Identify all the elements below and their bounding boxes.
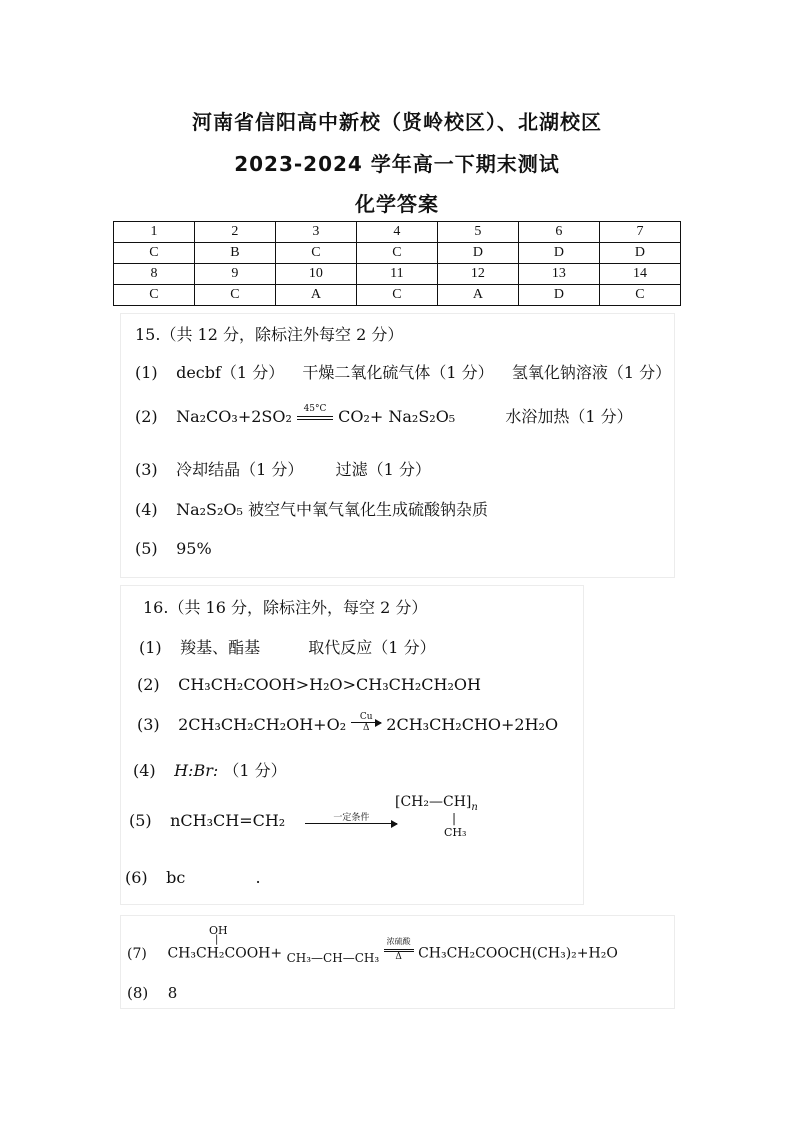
answer-table: [113, 221, 681, 306]
question-number-cell: 4: [356, 222, 437, 243]
answer-cell: D: [518, 285, 599, 306]
answer-cell: C: [356, 285, 437, 306]
q15-p1-answer-b: 干燥二氧化硫气体（1 分）: [302, 363, 494, 382]
question-number-cell: 2: [194, 222, 275, 243]
answer-cell: A: [275, 285, 356, 306]
question-number-cell: 9: [194, 264, 275, 285]
q16-p5-polymer: [395, 794, 478, 813]
answer-cell: D: [518, 243, 599, 264]
answer-cell: C: [194, 285, 275, 306]
q16-p7-alcohol: CH₃—CH—CH₃: [286, 950, 380, 965]
q16-p6-number: (6): [125, 868, 148, 887]
q16-p7-catalyst: 浓硫酸: [386, 937, 411, 946]
q16-p3-heat: Δ: [362, 723, 370, 733]
question-number-cell: 13: [518, 264, 599, 285]
answer-cell: D: [599, 243, 680, 264]
q16-heading: 16.（共 16 分，除标注外，每空 2 分）: [143, 598, 428, 617]
q16-p7-number: (7): [127, 945, 147, 962]
question-15-block: [120, 313, 675, 578]
school-title: 河南省信阳高中新校（贤岭校区）、北湖校区: [192, 110, 602, 134]
q15-p2-eq-left: Na₂CO₃+2SO₂: [176, 407, 292, 426]
q16-p3-eq-left: 2CH₃CH₂CH₂OH+O₂: [178, 715, 347, 734]
q16-p1-answer-a: 羧基、酯基: [180, 638, 261, 657]
q15-heading: 15.（共 12 分，除标注外每空 2 分）: [135, 325, 404, 344]
q16-part5: [129, 811, 397, 830]
q16-p4-number: (4): [133, 761, 156, 780]
q15-p3-number: (3): [135, 460, 158, 479]
answer-table-row: [114, 222, 681, 243]
answer-cell: C: [114, 243, 195, 264]
q15-p3-answer-a: 冷却结晶（1 分）: [176, 460, 304, 479]
question-number-cell: 11: [356, 264, 437, 285]
q16-p2-answer: CH₃CH₂COOH>H₂O>CH₃CH₂CH₂OH: [178, 675, 481, 694]
q16-part8: [127, 984, 177, 1002]
subject-title: 化学答案: [355, 192, 439, 216]
q15-p1-answer-c: 氢氧化钠溶液（1 分）: [511, 363, 672, 382]
q16-p5-polymer-chain: [CH₂—CH]: [395, 794, 472, 810]
q16-p7-acid: CH₃CH₂COOH+: [167, 945, 283, 962]
question-number-cell: 10: [275, 264, 356, 285]
q15-p2-number: (2): [135, 407, 158, 426]
q16-p5-condition-label: 一定条件: [333, 813, 370, 823]
q16-part6: [125, 868, 261, 887]
q16-p1-number: (1): [139, 638, 162, 657]
q16-p5-branch-bond: |: [452, 811, 457, 825]
answer-cell: C: [356, 243, 437, 264]
q16-p3-number: (3): [137, 715, 160, 734]
q16-p5-number: (5): [129, 811, 152, 830]
q15-p1-answer-a: decbf（1 分）: [176, 363, 285, 382]
q16-p2-number: (2): [137, 675, 160, 694]
q16-p7-condition: [384, 937, 414, 962]
q15-p2-condition: [297, 404, 333, 420]
q16-p3-condition: [351, 712, 381, 733]
q15-p3-answer-b: 过滤（1 分）: [335, 460, 431, 479]
answer-cell: B: [194, 243, 275, 264]
q16-p1-answer-b: 取代反应（1 分）: [308, 638, 436, 657]
q16-part7: [127, 937, 618, 966]
q16-p5-degree: n: [471, 802, 478, 813]
answer-cell: D: [437, 243, 518, 264]
q16-p6-dot: .: [255, 868, 261, 887]
q15-p5-number: (5): [135, 539, 158, 558]
answer-table-row: [114, 264, 681, 285]
question-number-cell: 6: [518, 222, 599, 243]
q15-p5-answer: 95%: [176, 539, 212, 558]
q16-p8-answer: 8: [167, 984, 178, 1002]
q16-p7-oh: OH: [209, 924, 228, 937]
question-16-continued-block: [120, 915, 675, 1009]
q16-part4: [133, 758, 287, 781]
q16-part3: [137, 712, 559, 736]
q16-p5-branch: CH₃: [444, 826, 467, 839]
q16-part1: [139, 635, 436, 658]
question-16-block: [120, 585, 584, 905]
q16-p3-catalyst: Cu: [359, 712, 373, 722]
question-number-cell: 7: [599, 222, 680, 243]
q16-p7-oh-bond: |: [215, 934, 219, 945]
q15-p4-number: (4): [135, 500, 158, 519]
q15-part1: [135, 360, 671, 383]
q16-part2: [137, 675, 481, 694]
question-number-cell: 12: [437, 264, 518, 285]
q16-p3-eq-right: 2CH₃CH₂CHO+2H₂O: [386, 715, 559, 734]
question-number-cell: 3: [275, 222, 356, 243]
answer-table-row: [114, 243, 681, 264]
question-number-cell: 1: [114, 222, 195, 243]
q15-part2: [135, 404, 633, 427]
q15-p1-number: (1): [135, 363, 158, 382]
q16-p6-answer: bc: [166, 868, 186, 887]
answer-cell: A: [437, 285, 518, 306]
q16-p5-monomer: nCH₃CH=CH₂: [170, 811, 286, 830]
question-number-cell: 8: [114, 264, 195, 285]
q15-p4-answer: Na₂S₂O₅ 被空气中氧气氧化生成硫酸钠杂质: [176, 500, 489, 519]
q15-part4: [135, 497, 488, 520]
q16-p7-heat: Δ: [395, 952, 402, 962]
answer-table-row: [114, 285, 681, 306]
q15-p2-condition-label: 45°C: [303, 403, 327, 414]
q15-p2-extra: 水浴加热（1 分）: [505, 407, 633, 426]
answer-cell: C: [114, 285, 195, 306]
q16-p7-product: CH₃CH₂COOCH(CH₃)₂+H₂O: [418, 945, 618, 962]
answer-cell: C: [599, 285, 680, 306]
q15-part5: [135, 539, 212, 558]
q16-p5-condition: [305, 813, 397, 824]
question-number-cell: 14: [599, 264, 680, 285]
q16-p4-score: （1 分）: [223, 761, 287, 780]
q16-p8-number: (8): [127, 984, 149, 1002]
q16-p4-electron-formula: H:Br:: [174, 761, 219, 780]
q15-p2-eq-right: CO₂+ Na₂S₂O₅: [338, 407, 456, 426]
exam-term-title: 2023-2024 学年高一下期末测试: [234, 152, 560, 176]
answer-cell: C: [275, 243, 356, 264]
q15-part3: [135, 457, 431, 480]
question-number-cell: 5: [437, 222, 518, 243]
